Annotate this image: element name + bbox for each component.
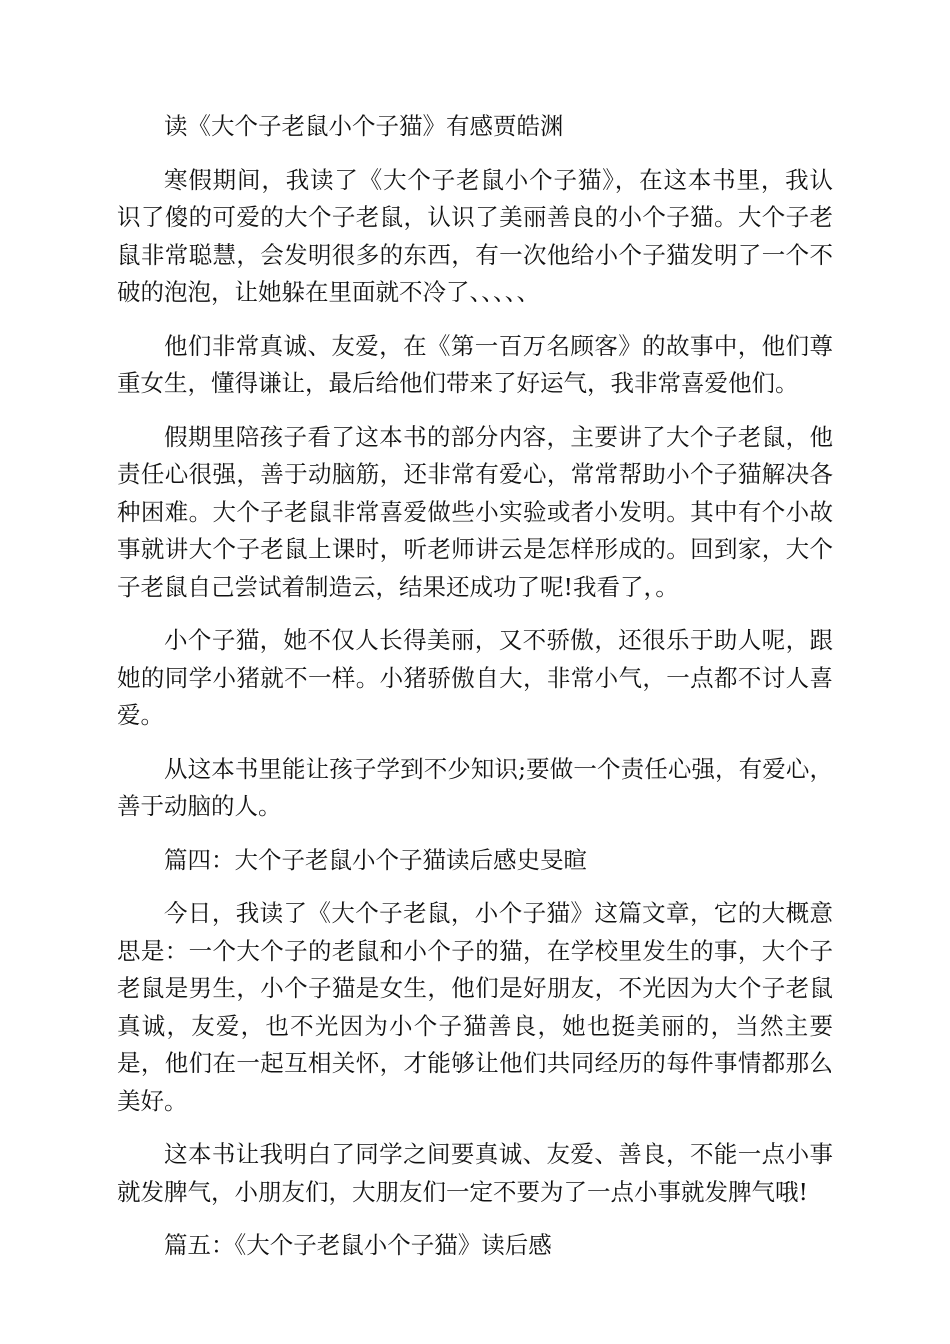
section-heading: 篇五：《大个子老鼠小个子猫》读后感 bbox=[164, 1231, 552, 1259]
paragraph: 小个子猫，她不仅人长得美丽，又不骄傲，还很乐于助人呢，跟她的同学小猪就不一样。小猪骄傲自大，非常小气，一点都不讨人喜爱。 bbox=[117, 626, 833, 729]
section-heading: 篇四：大个子老鼠小个子猫读后感史旻暄 bbox=[164, 845, 587, 874]
paragraph: 他们非常真诚、友爱，在《第一百万名顾客》的故事中，他们尊重女生，懂得谦让，最后给他们带来了好运气，我非常喜爱他们。 bbox=[117, 331, 833, 397]
paragraph: 寒假期间，我读了《大个子老鼠小个子猫》，在这本书里，我认识了傻的可爱的大个子老鼠，认识了美丽善良的小个子猫。大个子老鼠非常聪慧，会发明很多的东西，有一次他给小个子猫发明了一个不破的泡泡，让她躲在里面就不冷了、、、、、 bbox=[117, 165, 833, 306]
paragraph: 这本书让我明白了同学之间要真诚、友爱、善良，不能一点小事就发脾气，小朋友们，大朋友们一定不要为了一点小事就发脾气哦! bbox=[117, 1140, 833, 1206]
document-body bbox=[117, 108, 833, 1281]
paragraph: 从这本书里能让孩子学到不少知识;要做一个责任心强，有爱心，善于动脑的人。 bbox=[117, 754, 833, 820]
paragraph: 假期里陪孩子看了这本书的部分内容，主要讲了大个子老鼠，他责任心很强，善于动脑筋，还非常有爱心，常常帮助小个子猫解决各种困难。大个子老鼠非常喜爱做些小实验或者小发明。其中有个小故事就讲大个子老鼠上课时，听老师讲云是怎样形成的。回到家，大个子老鼠自己尝试着制造云，结果还成功了呢!我看了，。 bbox=[117, 422, 833, 601]
section-heading: 读《大个子老鼠小个子猫》有感贾皓渊 bbox=[164, 112, 564, 140]
paragraph: 今日，我读了《大个子老鼠，小个子猫》这篇文章，它的大概意思是：一个大个子的老鼠和小个子的猫，在学校里发生的事，大个子老鼠是男生，小个子猫是女生，他们是好朋友，不光因为大个子老鼠真诚，友爱，也不光因为小个子猫善良，她也挺美丽的，当然主要是，他们在一起互相关怀，才能够让他们共同经历的每件事情都那么美好。 bbox=[117, 899, 833, 1115]
